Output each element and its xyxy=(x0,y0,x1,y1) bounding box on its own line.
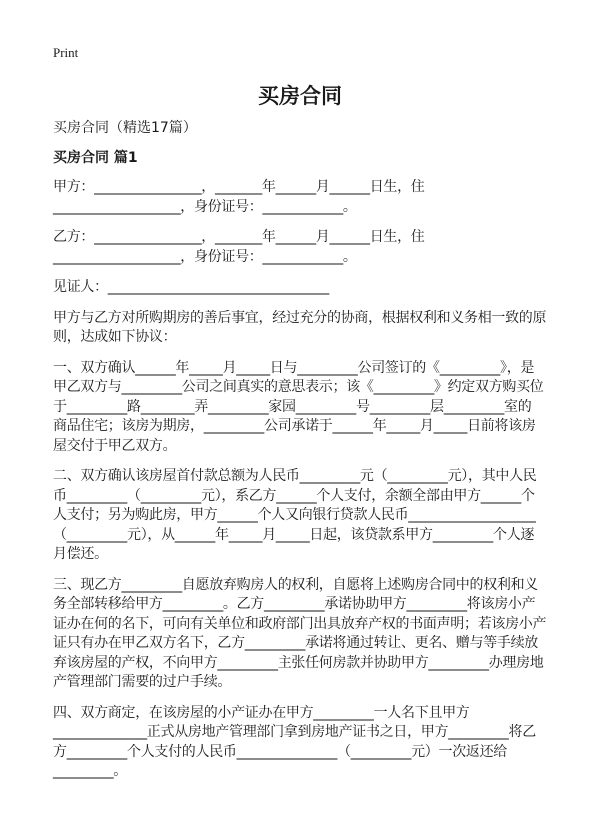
contract-paragraph xyxy=(53,704,553,782)
document-body xyxy=(53,118,553,793)
contract-paragraph xyxy=(53,309,553,348)
paragraph-line: 甲乙双方与_________公司之间真实的意思表示；该《_________》约定双方购买位 xyxy=(53,379,544,395)
paragraph-line: 商品住宅；该房为期房，_________公司承诺于______年_____月_____日前将该房 xyxy=(53,418,536,434)
paragraph-line: 甲方与乙方对所购期房的善后事宜，经过充分的协商，根据权利和义务相一致的原 xyxy=(53,309,547,326)
paragraph-line: 甲方：________________，_______年______月______日生，住 xyxy=(53,179,425,195)
paragraph-line: 月偿还。 xyxy=(53,546,108,562)
contract-paragraph xyxy=(53,359,553,457)
paragraph-line: ______________正式从房地产管理部门拿到房地产证书之日，甲方_________将乙 xyxy=(53,724,536,740)
contract-paragraph xyxy=(53,228,553,267)
document-subtitle: 买房合同（精选17篇） xyxy=(53,120,197,136)
paragraph-line: 则，达成如下协议： xyxy=(53,329,177,345)
contract-paragraph xyxy=(53,467,553,565)
document-title: 买房合同 xyxy=(258,84,342,108)
paragraph-line: 弃该房屋的产权，不向甲方_________主张任何房款并协助甲方_________办理房地 xyxy=(53,654,544,671)
contract-paragraphs xyxy=(53,178,553,782)
paragraph-line: 三、现乙方_________自愿放弃购房人的权利，自愿将上述购房合同中的权利和义 xyxy=(53,576,538,593)
paragraph-line: 证办在何的名下，可向有关单位和政府部门出具放弃产权的书面声明；若该房小产 xyxy=(53,615,547,632)
paragraph-line: 币_________（_________元），系乙方______个人支付，余额全部由甲方______个 xyxy=(53,487,535,504)
paragraph-line: 乙方：________________，_______年______月______日生，住 xyxy=(53,229,425,245)
paragraph-line: ___________________，身份证号：____________。 xyxy=(53,248,357,265)
paragraph-line: ___________________，身份证号：____________。 xyxy=(53,198,357,215)
paragraph-line: 于_________路________弄_________家园_________号_________层_________室的 xyxy=(53,398,532,415)
paragraph-line: 方_________个人支付的人民币_______________（_________元）一次返还给 xyxy=(53,743,507,760)
paragraph-line: _________。 xyxy=(53,763,128,779)
paragraph-line: 人支付；另为购此房，甲方______个人又向银行贷款人民币___________________ xyxy=(53,507,536,523)
contract-paragraph xyxy=(53,278,553,298)
paragraph-line: 务全部转移给甲方_________。乙方_________承诺协助甲方_________将该房小产 xyxy=(53,596,536,612)
print-link[interactable]: Print xyxy=(53,45,79,60)
paragraph-line: 四、双方商定，在该房屋的小产证办在甲方_________一人名下且甲方 xyxy=(53,704,470,721)
paragraph-line: 一、双方确认______年_____月_____日与_________公司签订的《_________》，是 xyxy=(53,359,535,376)
contract-paragraph xyxy=(53,178,553,217)
contract-paragraph xyxy=(53,576,553,693)
paragraph-line: 见证人：_________________________________ xyxy=(53,279,329,295)
paragraph-line: 证只有办在甲乙双方名下，乙方_________承诺将通过转让、更名、赠与等手续放 xyxy=(53,635,538,651)
paragraph-line: 屋交付于甲乙双方。 xyxy=(53,437,177,454)
section-heading: 买房合同 篇1 xyxy=(53,150,138,166)
paragraph-line: （_________元），从______年_____月_____日起，该贷款系甲方_________个人逐 xyxy=(53,526,535,543)
paragraph-line: 二、双方确认该房屋首付款总额为人民币_________元（_________元），其中人民 xyxy=(53,468,537,484)
paragraph-line: 产管理部门需要的过户手续。 xyxy=(53,674,232,690)
